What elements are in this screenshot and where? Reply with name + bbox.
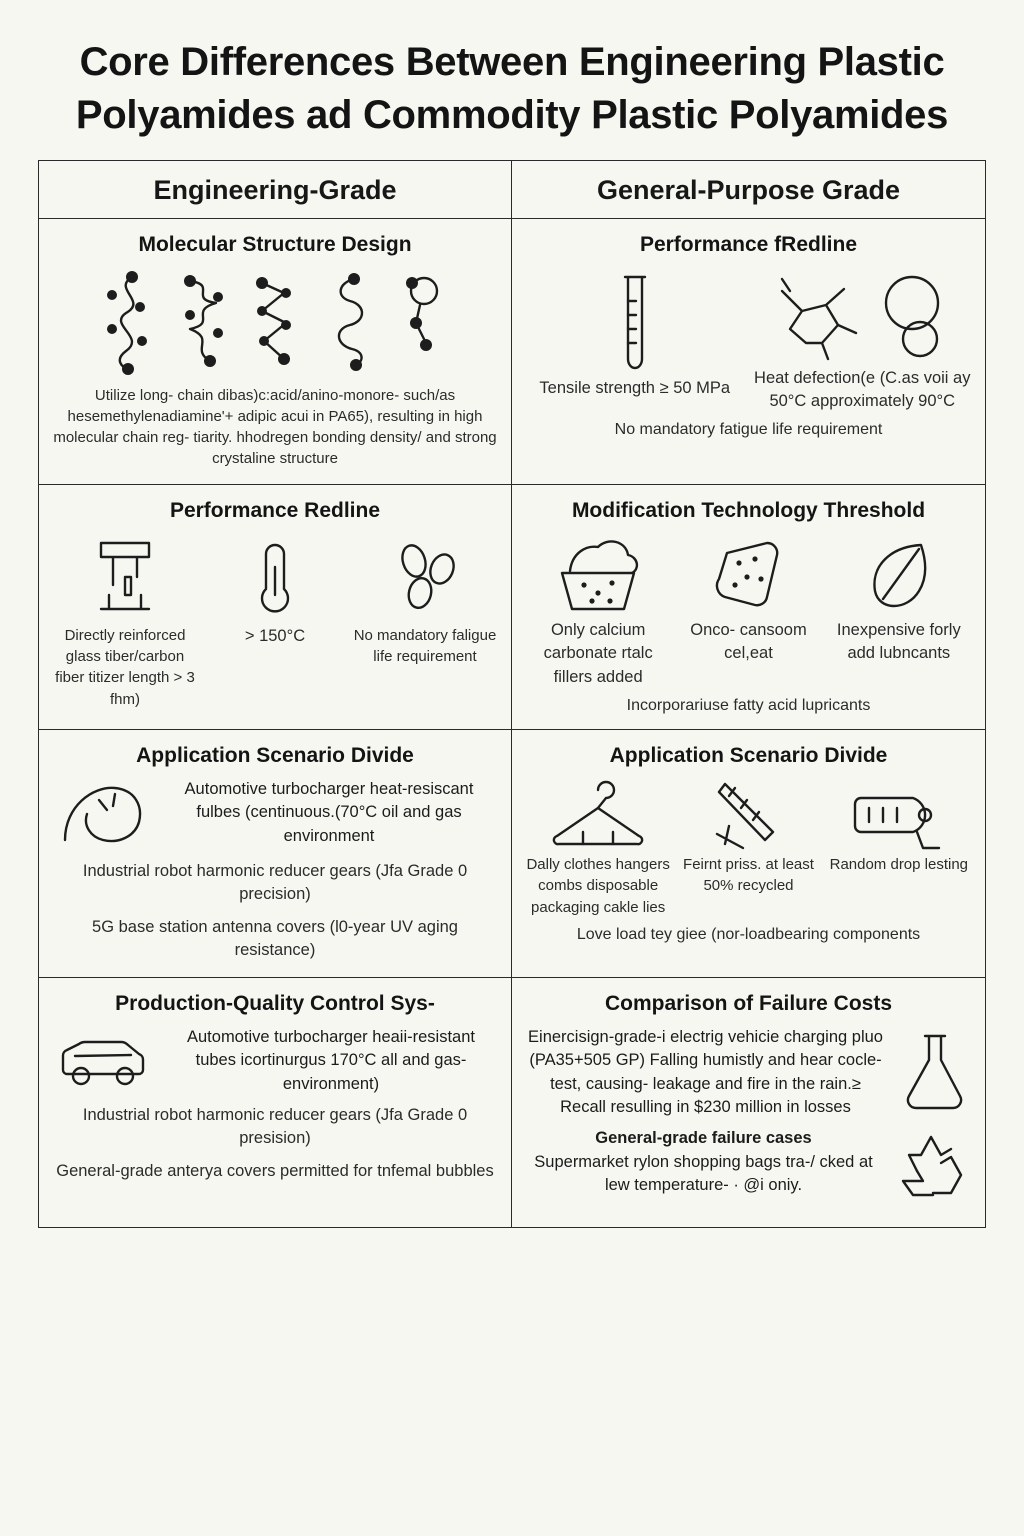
application-right-col-2-text: Feirnt priss. at least 50% recycled [683, 856, 814, 895]
molecule-chain-icon [102, 267, 158, 377]
modification-col-2 [676, 533, 820, 666]
perf-left-col-1-text: Directly reinforced glass tiber/carbon fiber titizer length > 3 fhm) [55, 626, 195, 708]
perf-left-col-1 [53, 533, 197, 710]
application-left-primary [53, 778, 497, 852]
filler-bowl-icon [550, 533, 646, 619]
modification-col-1-text: Only calcium carbonate rtalc fillers added [543, 620, 653, 686]
section-performance-redline-general [512, 219, 985, 485]
section-failure-costs [512, 978, 985, 1228]
section-molecular-structure [39, 219, 512, 485]
hair-dryer-icon [847, 778, 951, 854]
application-right-col-3 [827, 778, 971, 875]
failure-line1-text: Einercisign-grade-i electrig vehicie charging pluo (PA35+505 GP) Falling humistly and hear cocle-test, causing- leakage and fire in the rain.≥ Recall resulling in $230 million in losses [528, 1027, 883, 1116]
perf-left-icon-row [53, 533, 497, 710]
section-title: Molecular Structure Design [138, 232, 412, 256]
perf-right-col-1 [526, 267, 744, 400]
application-left-line3: 5G base station antenna covers (l0-year UV aging resistance) [92, 917, 458, 960]
pellets-icon [390, 533, 460, 625]
molecule-chain-icon [324, 267, 380, 377]
rings-icon [872, 267, 952, 367]
polymer-network-icon [772, 267, 858, 367]
section-application-engineering [39, 730, 512, 978]
perf-left-col-3-text: No mandatory faligue life requirement [353, 626, 497, 666]
perf-right-col-2 [754, 267, 972, 414]
test-tube-icon [605, 267, 665, 377]
section-production-quality [39, 978, 512, 1228]
production-line1-text: Automotive turbocharger heaii-resistant tubes icortinurgus 170°C all and gas-environment) [187, 1027, 475, 1093]
tensile-tester-icon [85, 533, 165, 625]
production-line2: Industrial robot harmonic reducer gears (Jfa Grade 0 presision) [82, 1106, 468, 1148]
filler-block-icon [705, 533, 791, 619]
application-left-line2: Industrial robot harmonic reducer gears (Jfa Grade 0 precision) [82, 862, 468, 904]
perf-left-col-2 [203, 533, 347, 648]
production-line3: General-grade anterya covers permitted for tnfemal bubbles [56, 1161, 494, 1180]
perf-left-col-3 [353, 533, 497, 668]
clothes-hanger-icon [543, 778, 653, 854]
application-right-col-2 [676, 778, 820, 897]
section-title: Modification Technology Threshold [571, 498, 926, 522]
ruler-icon [703, 778, 793, 854]
failure-line2-text: Supermarket rylon shopping bags tra-/ cked at lew temperature- · @i oniy. [534, 1152, 873, 1195]
perf-right-icon-row [526, 267, 971, 414]
failure-subtitle: General-grade failure cases [595, 1129, 812, 1148]
turbocharger-icon [53, 778, 149, 852]
column-header-engineering [39, 161, 512, 219]
application-left-primary-text: Automotive turbocharger heat-resiscant fulbes (centinuous.(70°C oil and gas environment [184, 780, 474, 845]
section-title: Application Scenario Divide [136, 744, 414, 768]
car-icon [53, 1026, 153, 1096]
molecular-structure-body: Utilize long- chain dibas)c:acid/anino-monore- such/as hesemethylenadiamine'+ adipic acui in PA65), resulting in high molecular chain reg- tiarity. hhodregen bonding density/ and strong crystaline structure [53, 386, 497, 468]
application-right-col-3-text: Random drop lesting [829, 856, 969, 874]
section-title: Comparison of Failure Costs [604, 991, 893, 1015]
application-right-col-1-text: Dally clothes hangers combs disposable packaging cakle lies [526, 856, 670, 916]
section-performance-redline-engineering [39, 485, 512, 730]
comparison-grid [38, 160, 986, 1229]
section-title: Application Scenario Divide [609, 744, 888, 768]
molecule-chain-icon [176, 267, 232, 377]
failure-secondary [526, 1127, 971, 1205]
molecule-icon-row [53, 267, 497, 377]
leaf-icon [859, 533, 939, 619]
molecule-chain-icon [250, 267, 306, 377]
perf-right-col-1-text: Tensile strength ≥ 50 MPa [539, 378, 731, 397]
column-header-engineering-label: Engineering-Grade [153, 174, 397, 205]
section-application-general [512, 730, 985, 978]
column-header-general [512, 161, 985, 219]
perf-left-col-2-text: > 150°C [244, 626, 306, 645]
recycle-icon [893, 1127, 971, 1205]
perf-right-col-2-text: Heat defection(e (C.as voii ay 50°C approximately 90°C [754, 368, 971, 411]
section-title: Production-Quality Control Sys- [115, 991, 435, 1015]
application-right-col-1 [526, 778, 670, 918]
modification-note: Incorporariuse fatty acid lupricants [626, 697, 871, 715]
section-title: Performance Redline [169, 498, 381, 522]
application-right-note: Love load tey giee (nor-loadbearing components [576, 925, 921, 943]
failure-primary [526, 1026, 971, 1120]
production-primary [53, 1026, 497, 1096]
modification-col-1 [526, 533, 670, 689]
modification-col-3-text: Inexpensive forly add lubncants [836, 620, 961, 663]
application-right-icon-row [526, 778, 971, 918]
modification-icon-row [526, 533, 971, 689]
column-header-general-label: General-Purpose Grade [596, 174, 901, 205]
modification-col-3 [827, 533, 971, 666]
section-title: Performance fRedline [639, 232, 858, 256]
molecule-chain-icon [398, 267, 448, 377]
flask-icon [897, 1026, 971, 1112]
perf-right-note: No mandatory fatigue life requirement [614, 421, 883, 439]
section-modification-threshold [512, 485, 985, 730]
modification-col-2-text: Onco- cansoom cel,eat [690, 620, 807, 663]
thermometer-icon [252, 533, 298, 625]
page-title: Core Differences Between Engineering Plastic Polyamides ad Commodity Plastic Polyamides [75, 40, 949, 137]
